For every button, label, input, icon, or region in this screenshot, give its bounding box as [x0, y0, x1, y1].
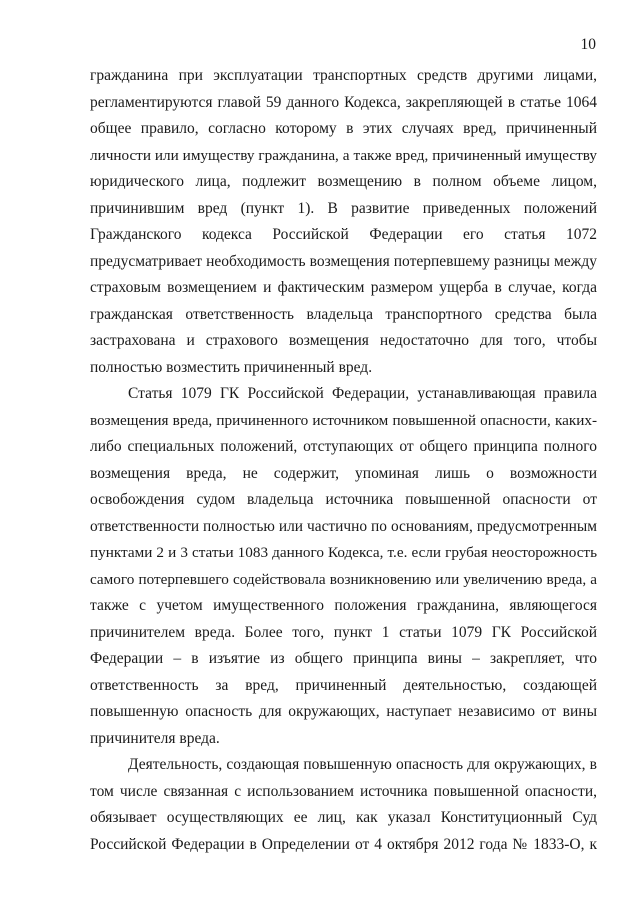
text-line: ответственность за вред, причиненный деятельностью, создающей — [90, 676, 597, 694]
text-line: причинившим вред (пункт 1). В развитие приведенных положений — [90, 199, 597, 217]
text-line: гражданская ответственность владельца транспортного средства была — [90, 305, 597, 323]
text-line: освобождения судом владельца источника повышенной опасности от — [90, 491, 597, 508]
text-line: повышенную опасность для окружающих, наступает независимо от вины — [90, 703, 597, 720]
text-line: пунктами 2 и 3 статьи 1083 данного Кодекса, т.е. если грубая неосторожность — [90, 544, 597, 561]
text-line: возмещения вреда, причиненного источником повышенной опасности, каких- — [90, 411, 597, 429]
paragraph — [90, 381, 597, 752]
paragraph — [90, 752, 597, 858]
text-line: общее правило, согласно которому в этих случаях вред, причиненный — [90, 120, 597, 137]
document-body — [90, 63, 597, 858]
text-line: личности или имуществу гражданина, а также вред, причиненный имуществу — [90, 146, 597, 164]
text-line: самого потерпевшего содействовала возникновению или увеличению вреда, а — [90, 570, 597, 588]
text-line: обязывает осуществляющих ее лиц, как указал Конституционный Суд — [90, 809, 597, 826]
text-line: также с учетом имущественного положения гражданина, являющегося — [90, 597, 597, 614]
text-line: застрахована и страхового возмещения недостаточно для того, чтобы — [90, 332, 597, 349]
text-line: Российской Федерации в Определении от 4 октября 2012 года № 1833-О, к — [90, 835, 597, 853]
text-line: ответственности полностью или частично по основаниям, предусмотренным — [90, 517, 597, 535]
text-line: регламентируются главой 59 данного Кодекса, закрепляющей в статье 1064 — [90, 93, 597, 111]
text-line: Статья 1079 ГК Российской Федерации, устанавливающая правила — [128, 385, 597, 402]
text-line: страховым возмещением и фактическим размером ущерба в случае, когда — [90, 279, 597, 296]
text-line: Федерации – в изъятие из общего принципа вины – закрепляет, что — [90, 650, 597, 667]
text-line: полностью возместить причиненный вред. — [90, 358, 373, 376]
text-line: либо специальных положений, отступающих от общего принципа полного — [90, 438, 597, 455]
paragraph — [90, 63, 597, 381]
text-line: причинителя вреда. — [90, 729, 220, 747]
text-line: Гражданского кодекса Российской Федерации его статья 1072 — [90, 226, 597, 243]
page-number: 10 — [580, 36, 596, 53]
text-line: Деятельность, создающая повышенную опасность для окружающих, в — [128, 756, 597, 773]
text-line: том числе связанная с использованием источника повышенной опасности, — [90, 782, 597, 800]
text-line: причинителем вреда. Более того, пункт 1 статьи 1079 ГК Российской — [90, 623, 597, 641]
text-line: предусматривает необходимость возмещения потерпевшему разницы между — [90, 252, 597, 270]
text-line: гражданина при эксплуатации транспортных средств другими лицами, — [90, 67, 597, 84]
text-line: возмещения вреда, не содержит, упоминая лишь о возможности — [90, 464, 597, 482]
text-line: юридического лица, подлежит возмещению в полном объеме лицом, — [90, 173, 597, 190]
